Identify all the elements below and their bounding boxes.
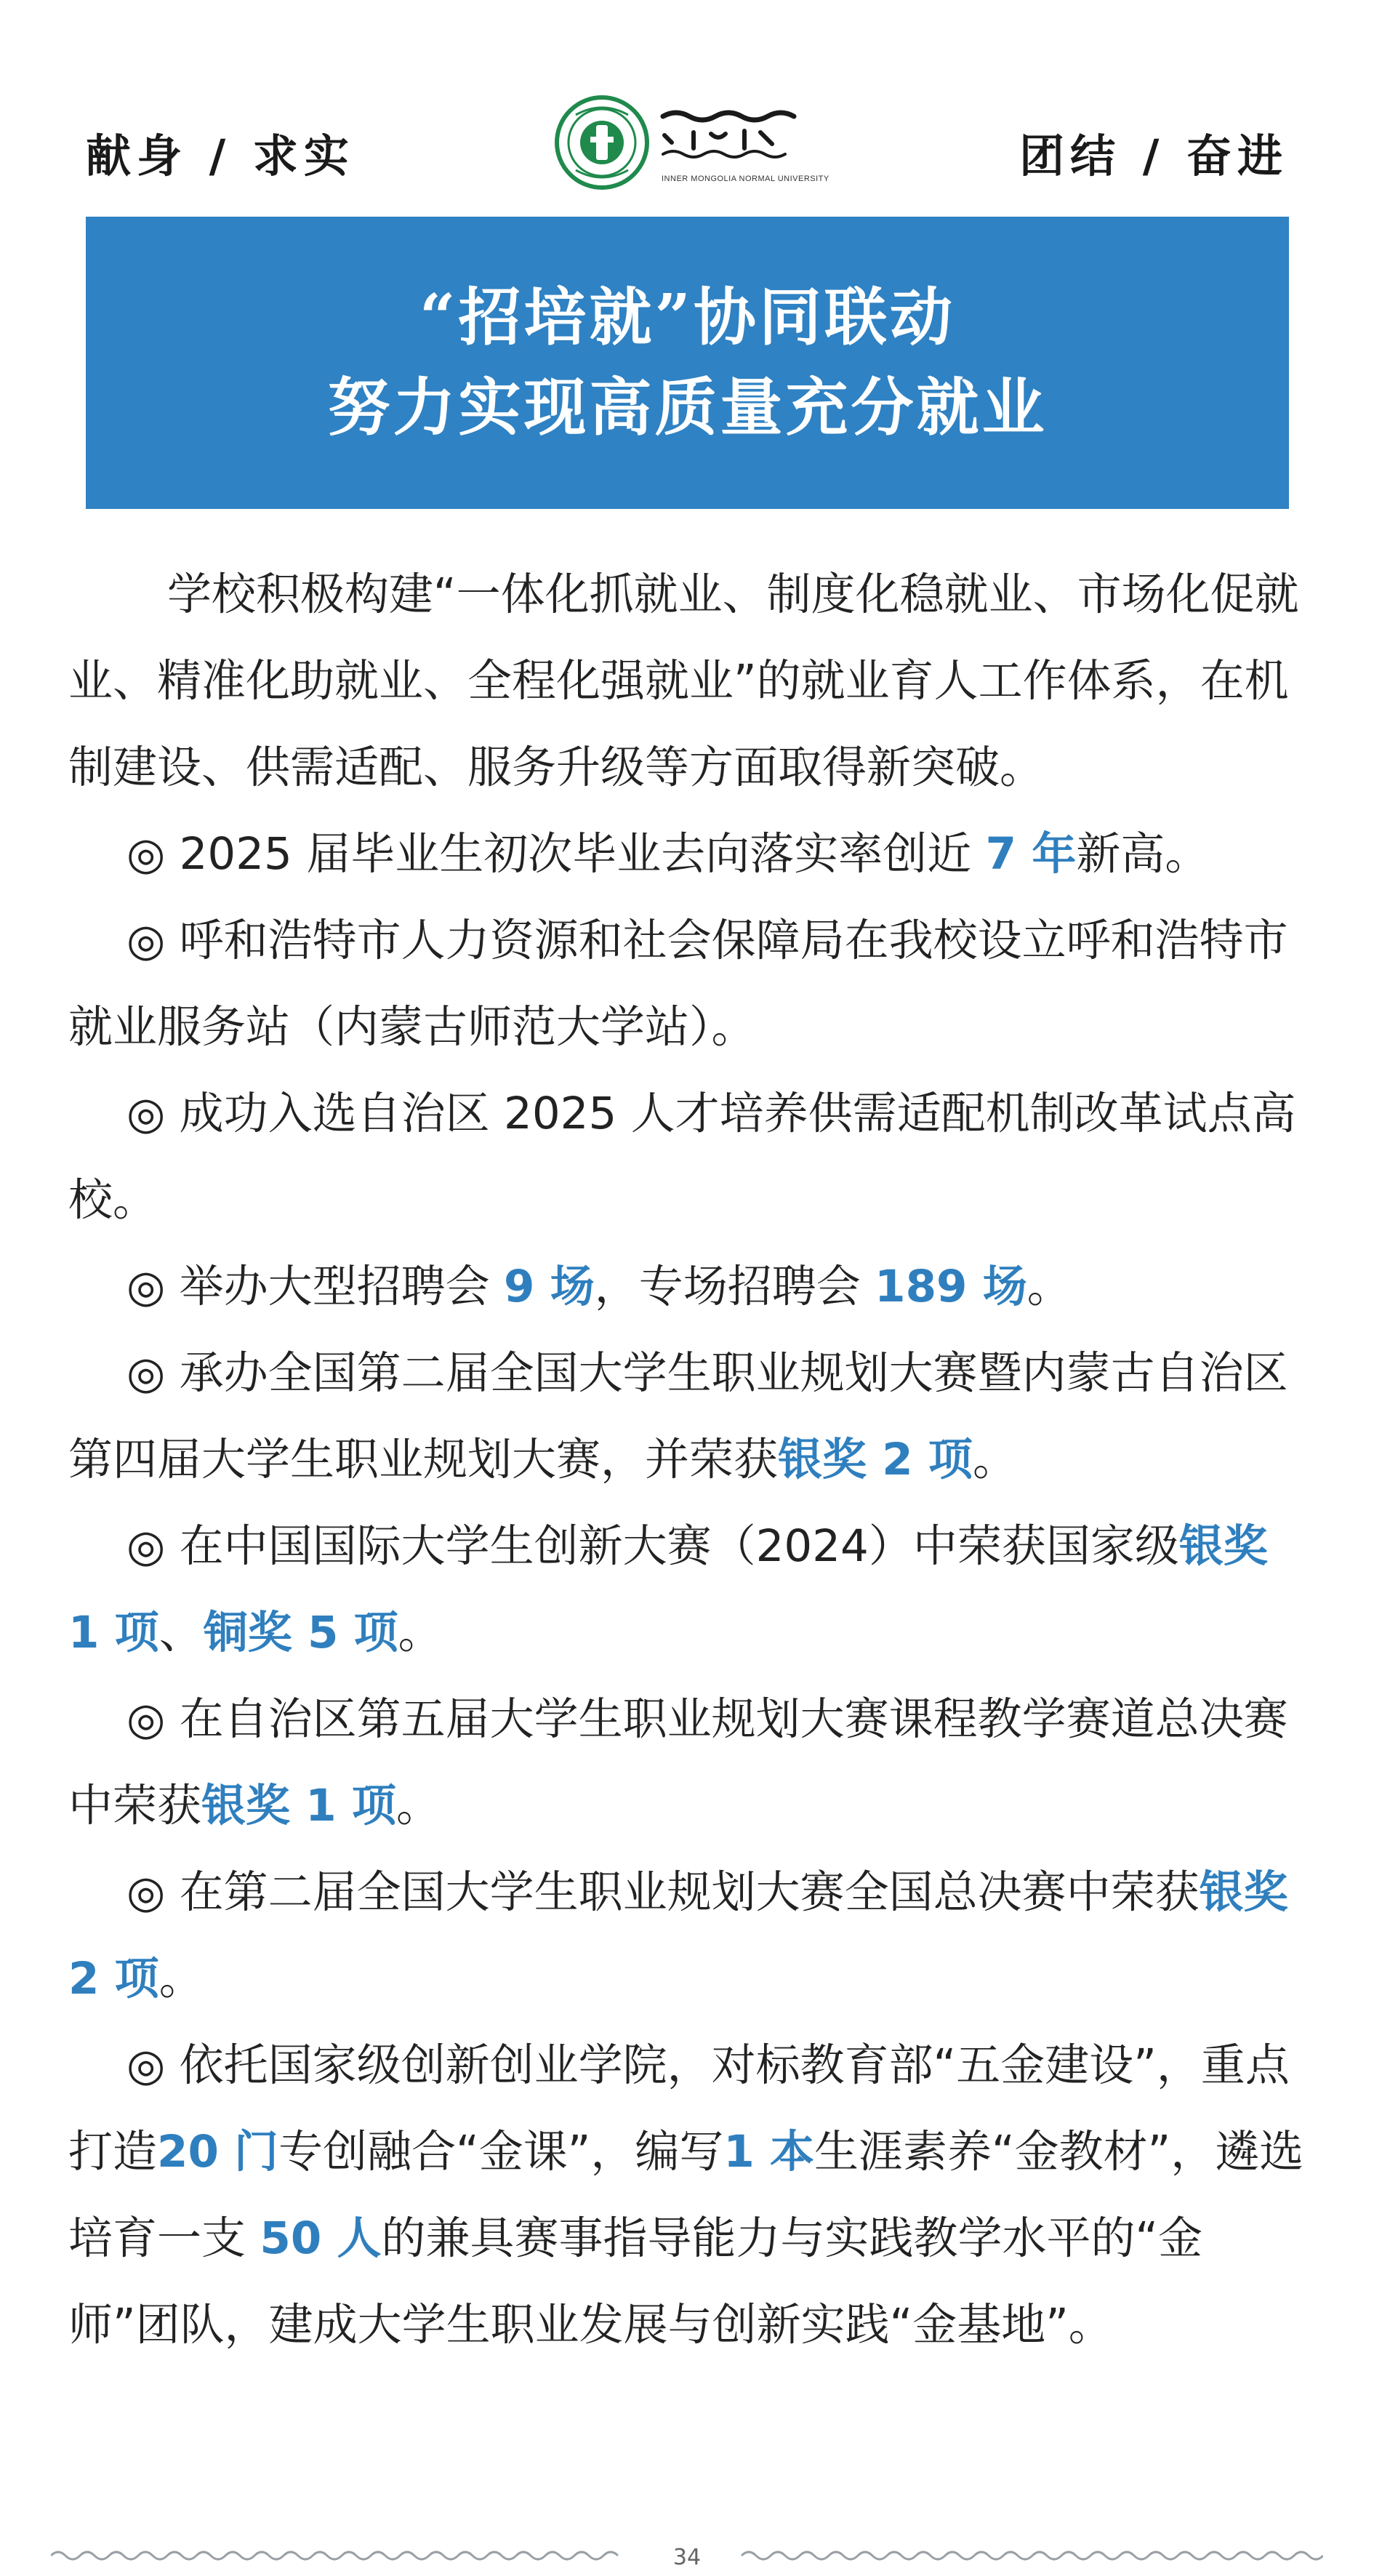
list-item: ◎ 呼和浩特市人力资源和社会保障局在我校设立呼和浩特市就业服务站（内蒙古师范大学站）。 bbox=[68, 915, 1288, 1053]
bullet-icon: ◎ bbox=[126, 1693, 166, 1745]
list-item: ◎ 在自治区第五届大学生职业规划大赛课程教学赛道总决赛中荣获银奖 1 项。 bbox=[68, 1693, 1288, 1831]
highlight: 189 场 bbox=[875, 1261, 1027, 1312]
title-line-1: “招培就”协同联动 bbox=[419, 281, 955, 354]
page-footer bbox=[51, 2545, 1323, 2570]
highlight: 银奖 2 项 bbox=[778, 1434, 973, 1485]
bullet-icon: ◎ bbox=[126, 915, 166, 966]
intro-paragraph: 学校积极构建“一体化抓就业、制度化稳就业、市场化促就业、精准化助就业、全程化强就业”的就业育人工作体系，在机制建设、供需适配、服务升级等方面取得新突破。 bbox=[68, 569, 1299, 793]
bullet-icon: ◎ bbox=[126, 2039, 166, 2091]
list-item: ◎ 成功入选自治区 2025 人才培养供需适配机制改革试点高校。 bbox=[68, 1088, 1296, 1226]
list-item: ◎ 2025 届毕业生初次毕业去向落实率创近 7 年新高。 bbox=[126, 828, 1210, 880]
bullet-icon: ◎ bbox=[126, 1866, 166, 1918]
article-body bbox=[68, 551, 1304, 2368]
list-item: ◎ 举办大型招聘会 9 场，专场招聘会 189 场。 bbox=[126, 1261, 1072, 1312]
highlight: 50 人 bbox=[260, 2212, 382, 2264]
bullet-icon: ◎ bbox=[126, 1347, 166, 1399]
list-item: ◎ 在中国国际大学生创新大赛（2024）中荣获国家级银奖 1 项、铜奖 5 项。 bbox=[68, 1520, 1268, 1658]
highlight: 铜奖 5 项 bbox=[203, 1607, 398, 1658]
university-logo bbox=[554, 93, 830, 195]
title-line-2: 努力实现高质量充分就业 bbox=[327, 371, 1048, 444]
highlight: 银奖 2 项 bbox=[68, 1866, 1288, 2005]
highlight: 7 年 bbox=[985, 828, 1077, 880]
highlight: 20 门 bbox=[157, 2126, 279, 2178]
bullet-icon: ◎ bbox=[126, 1088, 166, 1139]
title-banner bbox=[86, 217, 1289, 509]
bullet-icon: ◎ bbox=[126, 1261, 166, 1312]
highlight: 1 本 bbox=[723, 2126, 815, 2178]
highlight: 银奖 1 项 bbox=[68, 1520, 1268, 1658]
highlight: 银奖 1 项 bbox=[201, 1780, 396, 1831]
bullet-icon: ◎ bbox=[126, 1520, 166, 1572]
page-number: 34 bbox=[672, 2545, 702, 2570]
logo-english-name: INNER MONGOLIA NORMAL UNIVERSITY bbox=[662, 174, 829, 183]
bullet-icon: ◎ bbox=[126, 828, 166, 880]
motto-right: 团结 / 奋进 bbox=[1019, 129, 1288, 182]
list-item: ◎ 依托国家级创新创业学院，对标教育部“五金建设”，重点打造20 门专创融合“金课”，编写1 本生涯素养“金教材”，遴选培育一支 50 人的兼具赛事指导能力与实践教学水平的“金师”团队，建成大学生职业发展与创新实践“金基地”。 bbox=[68, 2039, 1304, 2351]
list-item: ◎ 承办全国第二届全国大学生职业规划大赛暨内蒙古自治区第四届大学生职业规划大赛，并荣获银奖 2 项。 bbox=[68, 1347, 1288, 1485]
highlight: 9 场 bbox=[504, 1261, 595, 1312]
list-item: ◎ 在第二届全国大学生职业规划大赛全国总决赛中荣获银奖 2 项。 bbox=[68, 1866, 1288, 2005]
motto-left: 献身 / 求实 bbox=[86, 129, 355, 182]
